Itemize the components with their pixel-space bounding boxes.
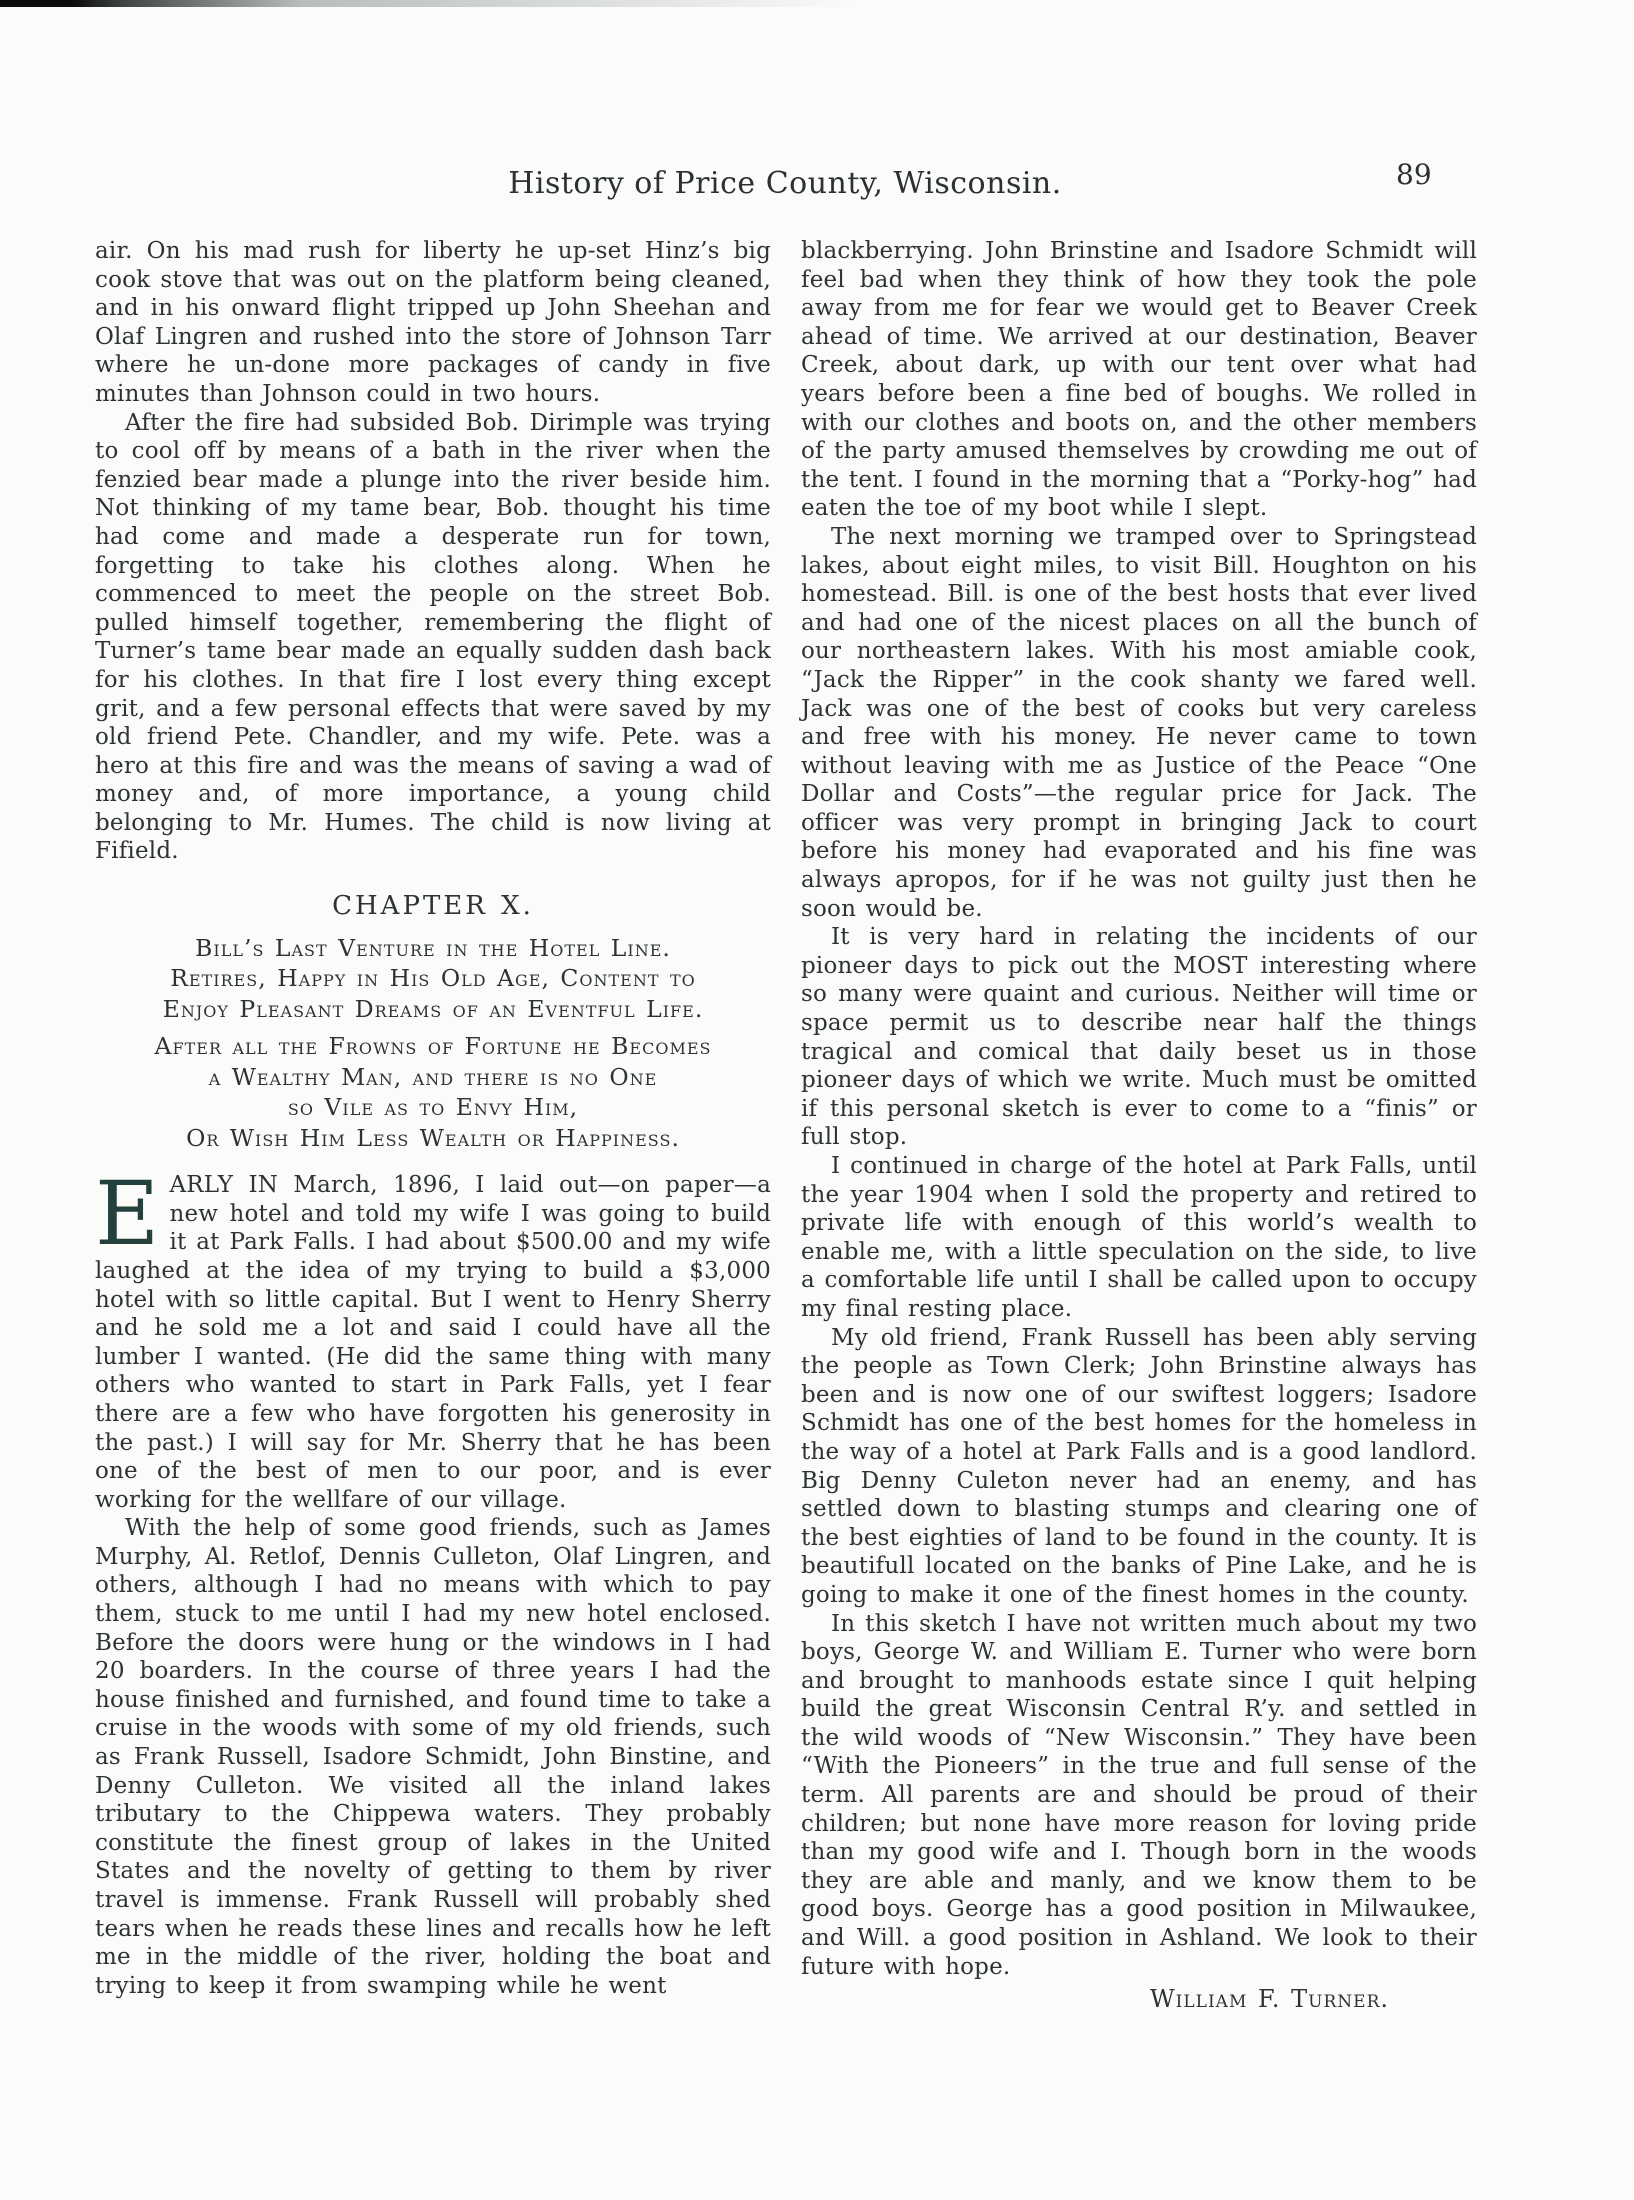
paragraph: blackberrying. John Brinstine and Isadore Schmidt will feel bad when they think of how they took the pole away from me for fear we would get to Beaver Creek ahead of time. We arrived at our destination, Beaver Creek, about dark, up with our tent over what had years before been a fine bed of boughs. We rolled in with our clothes and boots on, and the other members of the party amused themselves by crowding me out of the tent. I found in the morning that a “Porky-hog” had eaten the toe of my boot while I slept. bbox=[801, 238, 1477, 522]
drop-cap-initial: E bbox=[95, 1162, 160, 1266]
chapter-subtitle-line: After all the Frowns of Fortune he Becomes bbox=[154, 1032, 712, 1061]
chapter-subtitle-line: Bill’s Last Venture in the Hotel Line. bbox=[195, 933, 671, 962]
chapter-subtitle-line: Or Wish Him Less Wealth or Happiness. bbox=[186, 1123, 680, 1152]
paragraph: My old friend, Frank Russell has been ably serving the people as Town Clerk; John Brinstine always has been and is now one of our swiftest loggers; Isadore Schmidt has one of the best homes for the homeless in the way of a hotel at Park Falls and is a good landlord. Big Denny Culeton never had an enemy, and has settled down to blasting stumps and clearing one of the best eighties of land to be found in the county. It is beautifull located on the banks of Pine Lake, and he is going to make it one of the finest homes in the county. bbox=[801, 1324, 1477, 1608]
paragraph: air. On his mad rush for liberty he up-set Hinz’s big cook stove that was out on the platform being cleaned, and in his onward flight tripped up John Sheehan and Olaf Lingren and rushed into the store of Johnson Tarr where he un-done more packages of candy in five minutes than Johnson could in two hours. bbox=[95, 238, 771, 407]
paragraph: After the fire had subsided Bob. Dirimple was trying to cool off by means of a bath in the river when the fenzied bear made a plunge into the river beside him. Not thinking of my tame bear, Bob. thought his time had come and made a desperate run for town, forgetting to take his clothes along. When he commenced to meet the people on the street Bob. pulled himself together, remembering the flight of Turner’s tame bear made an equally sudden dash back for his clothes. In that fire I lost every thing except grit, and a few personal effects that were saved by my old friend Pete. Chandler, and my wife. Pete. was a hero at this fire and was the means of saving a wad of money and, of more importance, a young child belonging to Mr. Humes. The child is now living at Fifield. bbox=[95, 409, 771, 865]
paragraph: It is very hard in relating the incidents of our pioneer days to pick out the MOST interesting where so many were quaint and curious. Neither will time or space permit us to describe near half the things tragical and comical that daily beset us in those pioneer days of which we write. Much must be omitted if this personal sketch is ever to come to a “finis” or full stop. bbox=[801, 924, 1477, 1151]
page-title: History of Price County, Wisconsin. bbox=[508, 166, 1062, 201]
author-signature: William F. Turner. bbox=[1149, 1985, 1389, 2014]
paragraph: The next morning we tramped over to Springstead lakes, about eight miles, to visit Bill. Houghton on his homestead. Bill. is one of the best hosts that ever lived and had one of the nicest places on all the bunch of our northeastern lakes. With his most amiable cook, “Jack the Ripper” in the cook shanty we fared well. Jack was one of the best of cooks but very careless and free with his money. He never came to town without leaving with me as Justice of the Peace “One Dollar and Costs”—the regular price for Jack. The officer was very prompt in bringing Jack to court before his money had evaporated and his fine was always apropos, for if he was not guilty just then he soon would be. bbox=[801, 523, 1477, 922]
scan-artifact-bar bbox=[0, 0, 860, 7]
paragraph: With the help of some good friends, such as James Murphy, Al. Retlof, Dennis Culleton, Olaf Lingren, and others, although I had no means with which to pay them, stuck to me until I had my new hotel enclosed. Before the doors were hung or the windows in I had 20 boarders. In the course of three years I had the house finished and furnished, and found time to take a cruise in the woods with some of my old friends, such as Frank Russell, Isadore Schmidt, John Binstine, and Denny Culleton. We visited all the inland lakes tributary to the Chippewa waters. They probably constitute the finest group of lakes in the United States and the novelty of getting to them by river travel is immense. Frank Russell will probably shed tears when he reads these lines and recalls how he left me in the middle of the river, holding the boat and trying to keep it from swamping while he went bbox=[95, 1515, 771, 1999]
chapter-subtitle-line: a Wealthy Man, and there is no One bbox=[208, 1062, 658, 1091]
chapter-subtitle-line: Retires, Happy in His Old Age, Content to bbox=[170, 964, 696, 993]
right-column bbox=[801, 237, 1477, 2014]
chapter-subtitle-line: so Vile as to Envy Him, bbox=[287, 1093, 579, 1122]
chapter-heading-block bbox=[95, 892, 771, 1153]
chapter-subtitle-line: Enjoy Pleasant Dreams of an Eventful Life. bbox=[162, 994, 704, 1023]
drop-cap-text: ARLY IN March, 1896, I laid out—on paper—a new hotel and told my wife I was going to build it at Park Falls. I had about $500.00 and my wife laughed at the idea of my trying to build a $3,000 hotel with so little capital. But I went to Henry Sherry and he sold me a lot and said I could have all the lumber I wanted. (He did the same thing with many others who wanted to start in Park Falls, yet I fear there are a few who have forgotten his generosity in the past.) I will say for Mr. Sherry that he has been one of the best of men to our poor, and is ever working for the wellfare of our village. bbox=[95, 1172, 771, 1513]
drop-cap-paragraph bbox=[95, 1162, 771, 1514]
page-number: 89 bbox=[1396, 158, 1432, 191]
paragraph: I continued in charge of the hotel at Park Falls, until the year 1904 when I sold the property and retired to private life with enough of this world’s wealth to enable me, with a little speculation on the side, to live a comfortable life until I shall be called upon to occupy my final resting place. bbox=[801, 1153, 1477, 1322]
paragraph: In this sketch I have not written much about my two boys, George W. and William E. Turner who were born and brought to manhoods estate since I quit helping build the great Wisconsin Central R’y. and settled in the wild woods of “New Wisconsin.” They have been “With the Pioneers” in the true and full sense of the term. All parents are and should be proud of their children; but none have more reason for loving pride than my good wife and I. Though born in the woods they are able and manly, and we know them to be good boys. George has a good position in Milwaukee, and Will. a good position in Ashland. We look to their future with hope. bbox=[801, 1610, 1477, 1980]
left-column bbox=[95, 237, 771, 2000]
chapter-title: CHAPTER X. bbox=[332, 891, 534, 922]
